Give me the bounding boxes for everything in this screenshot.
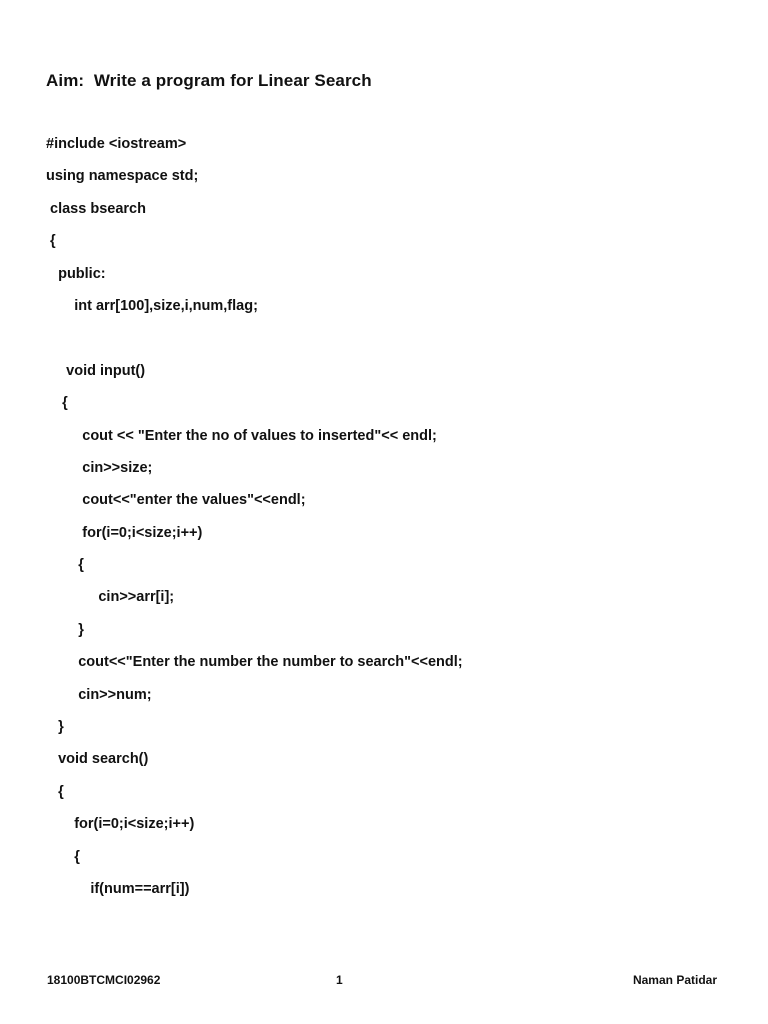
code-line: { <box>46 557 84 574</box>
footer-student-id: 18100BTCMCI02962 <box>47 973 161 987</box>
footer-author: Naman Patidar <box>632 973 717 987</box>
code-line: public: <box>46 265 106 282</box>
code-line: cin>>num; <box>46 686 152 703</box>
code-line: cout<<"Enter the number the number to search"<<endl; <box>46 654 463 671</box>
code-line: } <box>46 621 84 638</box>
code-line: for(i=0;i<size;i++) <box>46 524 203 541</box>
code-line: #include <iostream> <box>46 136 187 152</box>
code-block <box>0 132 768 909</box>
code-line: for(i=0;i<size;i++) <box>46 816 195 833</box>
footer-page-number: 1 <box>336 973 343 987</box>
page-footer <box>0 973 768 993</box>
code-line: { <box>46 233 56 250</box>
code-line: class bsearch <box>46 200 146 217</box>
code-line: int arr[100],size,i,num,flag; <box>46 297 258 314</box>
code-line: void input() <box>46 362 146 379</box>
code-line: { <box>46 395 68 412</box>
code-line <box>0 326 768 358</box>
code-line: cout<<"enter the values"<<endl; <box>46 492 306 509</box>
code-line: { <box>46 783 64 800</box>
code-line: cin>>arr[i]; <box>46 589 175 606</box>
code-line: void search() <box>46 751 149 768</box>
code-line: cout << "Enter the no of values to inserted"<< endl; <box>46 427 437 444</box>
code-line: { <box>46 848 80 865</box>
code-line: using namespace std; <box>46 168 199 185</box>
code-line: if(num==arr[i]) <box>46 880 190 897</box>
code-line: cin>>size; <box>46 459 153 476</box>
page-title: Aim: Write a program for Linear Search <box>46 71 372 90</box>
code-line: } <box>46 719 64 736</box>
